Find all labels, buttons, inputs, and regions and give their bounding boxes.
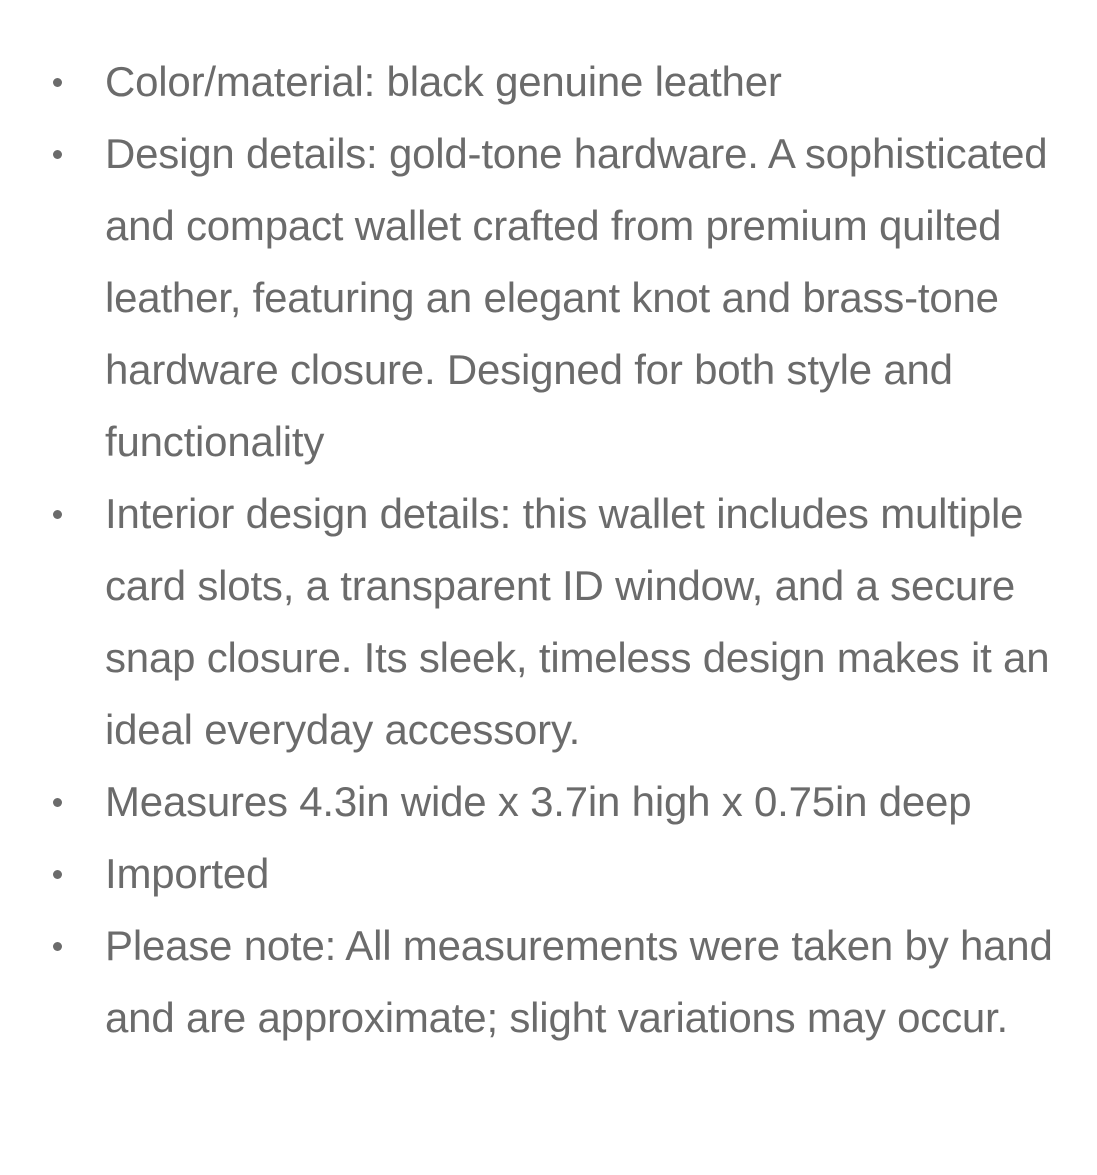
list-item-text: Measures 4.3in wide x 3.7in high x 0.75in deep (105, 778, 972, 825)
bullet-icon (53, 798, 62, 807)
product-details-list (0, 46, 1097, 1054)
bullet-icon (53, 510, 62, 519)
list-item-text: Color/material: black genuine leather (105, 58, 782, 105)
bullet-icon (53, 150, 62, 159)
list-item-text: Interior design details: this wallet includes multiple card slots, a transparent ID window, and a secure snap closure. Its sleek, timeless design makes it an ideal everyday accessory. (105, 490, 1050, 753)
bullet-icon (53, 870, 62, 879)
list-item (0, 478, 1097, 766)
list-item-text: Imported (105, 850, 270, 897)
list-item-text: Design details: gold-tone hardware. A sophisticated and compact wallet crafted from premium quilted leather, featuring an elegant knot and brass-tone hardware closure. Designed for both style and functionality (105, 130, 1048, 465)
list-item (0, 118, 1097, 478)
list-item (0, 766, 1097, 838)
list-item (0, 910, 1097, 1054)
bullet-icon (53, 942, 62, 951)
list-item (0, 838, 1097, 910)
list-item-text: Please note: All measurements were taken by hand and are approximate; slight variations may occur. (105, 922, 1053, 1041)
list-item (0, 46, 1097, 118)
bullet-icon (53, 78, 62, 87)
